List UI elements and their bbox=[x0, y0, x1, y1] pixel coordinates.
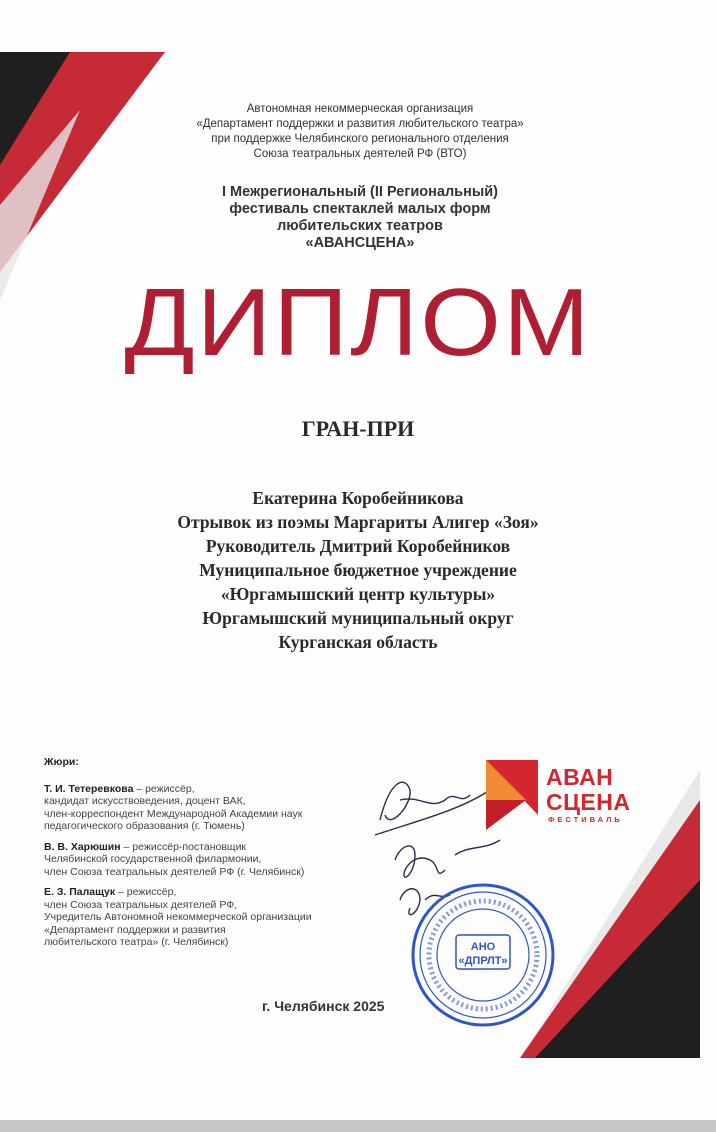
jury-member-role: Учредитель Автономной некоммерческой организации bbox=[44, 911, 312, 923]
jury-member-name: Т. И. Тетеревкова bbox=[44, 782, 134, 795]
jury-member-role: «Департамент поддержки и развития bbox=[44, 923, 226, 936]
jury-member-name: Е. З. Палащук bbox=[44, 886, 116, 898]
award-title: ГРАН-ПРИ bbox=[301, 416, 415, 441]
jury-member-role: член-корреспондент Международной Академии наук bbox=[44, 807, 303, 820]
jury-member-role: – режиссёр, bbox=[115, 886, 177, 898]
winner-region: Курганская область bbox=[278, 632, 438, 652]
logo-wordmark bbox=[546, 765, 630, 815]
jury-member bbox=[44, 886, 404, 949]
winner-block bbox=[60, 486, 656, 654]
logo-subtitle: ФЕСТИВАЛЬ bbox=[548, 815, 623, 824]
organization-line: Союза театральных деятелей РФ (ВТО) bbox=[253, 148, 467, 160]
jury-member bbox=[44, 841, 404, 879]
festival-line: I Межрегиональный (II Региональный) bbox=[222, 184, 498, 200]
jury-member-role: член Союза театральных деятелей РФ, bbox=[44, 898, 238, 911]
logo-line: АВАН bbox=[546, 764, 614, 790]
organization-line: при поддержке Челябинского регионального отделения bbox=[211, 133, 509, 145]
document-title: ДИПЛОМ bbox=[124, 269, 592, 376]
jury-member bbox=[44, 783, 404, 833]
winner-director: Руководитель Дмитрий Коробейников bbox=[205, 536, 511, 556]
scan-edge bbox=[0, 1120, 716, 1132]
stamp-text: АНО bbox=[470, 941, 496, 953]
winner-institution-name: «Юргамышский центр культуры» bbox=[220, 584, 496, 604]
logo-line: СЦЕНА bbox=[546, 789, 631, 815]
organization-header bbox=[110, 102, 610, 162]
festival-line: «АВАНСЦЕНА» bbox=[305, 235, 415, 251]
organization-line: «Департамент поддержки и развития любительского театра» bbox=[196, 118, 524, 130]
jury-member-role: член Союза театральных деятелей РФ (г. Челябинск) bbox=[44, 865, 305, 878]
jury-heading: Жюри: bbox=[44, 756, 79, 768]
stamp-text: «ДПРЛТ» bbox=[458, 955, 508, 967]
winner-district: Юргамышский муниципальный округ bbox=[202, 608, 514, 628]
city-year: г. Челябинск 2025 bbox=[262, 998, 385, 1014]
jury-member-name: В. В. Харюшин bbox=[44, 840, 121, 853]
jury-member-role: педагогического образования (г. Тюмень) bbox=[44, 820, 245, 832]
festival-name bbox=[110, 184, 610, 252]
jury-member-role: Челябинской государственной филармонии, bbox=[44, 853, 262, 865]
festival-line: любительских театров bbox=[277, 218, 443, 234]
jury-member-role: – режиссёр-постановщик bbox=[120, 840, 247, 853]
winner-institution-type: Муниципальное бюджетное учреждение bbox=[199, 560, 517, 580]
jury-member-role: кандидат искусствоведения, доцент ВАК, bbox=[44, 795, 246, 807]
winner-name: Екатерина Коробейникова bbox=[252, 488, 464, 508]
festival-line: фестиваль спектаклей малых форм bbox=[229, 201, 491, 217]
jury-member-role: – режиссёр, bbox=[133, 782, 195, 795]
jury-list bbox=[44, 756, 404, 957]
winner-work: Отрывок из поэмы Маргариты Алигер «Зоя» bbox=[177, 512, 539, 532]
organization-line: Автономная некоммерческая организация bbox=[246, 103, 474, 115]
jury-member-role: любительского театра» (г. Челябинск) bbox=[44, 936, 229, 948]
